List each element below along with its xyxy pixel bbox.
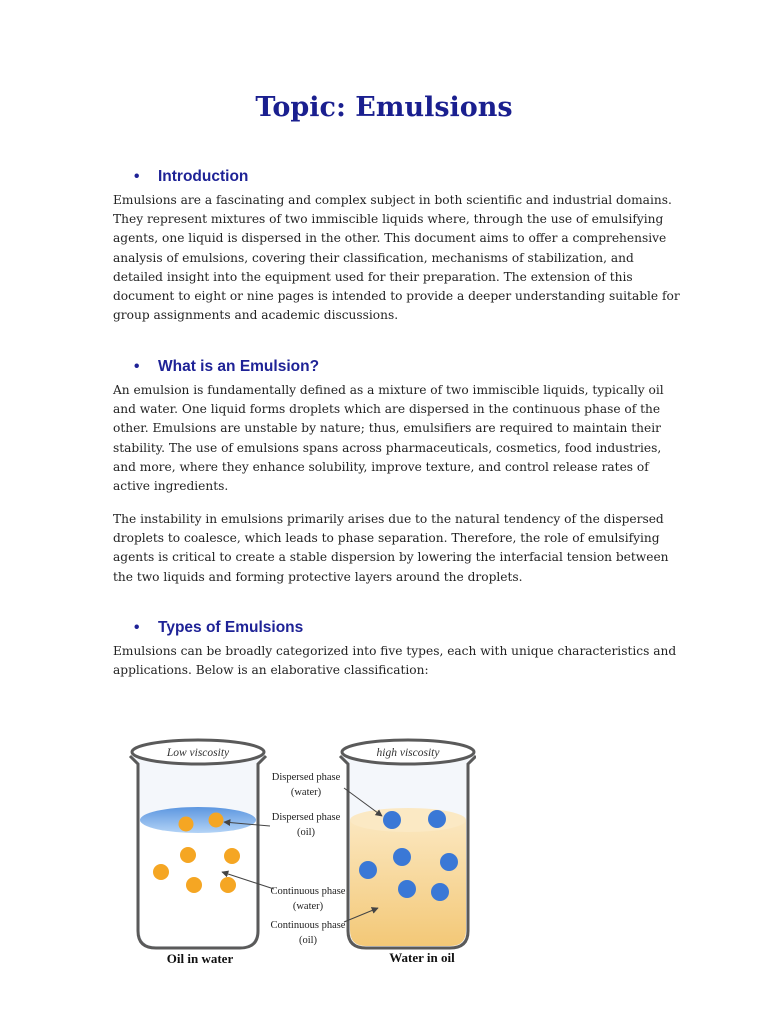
text-line: other. Emulsions are unstable by nature; thus, emulsifiers are required to maintain their bbox=[113, 421, 661, 436]
text-line: analysis of emulsions, covering their classification, mechanisms of stabilization, and bbox=[113, 250, 634, 265]
text-line: They represent mixtures of two immiscible liquids where, through the use of emulsifying bbox=[113, 212, 664, 227]
paragraph-introduction bbox=[113, 191, 680, 325]
text-line: agents, one liquid is dispersed in the other. This document aims to offer a comprehensive bbox=[113, 231, 667, 246]
oil-droplet bbox=[224, 848, 240, 864]
water-droplet bbox=[393, 848, 411, 866]
label-dispersed-oil: Dispersed phase bbox=[271, 812, 341, 823]
oil-droplet bbox=[209, 813, 224, 828]
oil-droplet bbox=[179, 817, 194, 832]
page-title: Topic: Emulsions bbox=[255, 92, 513, 123]
water-droplet bbox=[431, 883, 449, 901]
water-droplet bbox=[359, 861, 377, 879]
text-line: The instability in emulsions primarily arises due to the natural tendency of the dispersed bbox=[113, 512, 664, 526]
emulsion-figure bbox=[116, 726, 476, 976]
left-beaker bbox=[130, 740, 266, 948]
paragraph-definition bbox=[113, 381, 664, 496]
label-dispersed-oil-sub: (oil) bbox=[296, 827, 316, 838]
section-heading-text: What is an Emulsion? bbox=[158, 358, 320, 375]
water-droplet bbox=[440, 853, 458, 871]
text-line: Emulsions are a fascinating and complex subject in both scientific and industrial domains. bbox=[113, 193, 672, 207]
text-line: agents is critical to create a stable dispersion by lowering the interfacial tension between bbox=[113, 550, 669, 565]
right-beaker bbox=[340, 740, 476, 948]
bullet-icon: • bbox=[134, 168, 140, 185]
text-line: document to eight or nine pages is intended to provide a deeper understanding suitable for bbox=[113, 289, 680, 304]
caption-oil-in-water: Oil in water bbox=[166, 951, 234, 966]
section-heading-text: Types of Emulsions bbox=[158, 619, 304, 636]
bullet-icon: • bbox=[134, 358, 140, 375]
text-line: active ingredients. bbox=[113, 479, 229, 494]
left-beaker-label: Low viscosity bbox=[166, 747, 230, 759]
text-line: Emulsions can be broadly categorized into five types, each with unique characteristics and bbox=[113, 644, 677, 658]
paragraph-instability bbox=[113, 510, 669, 587]
section-heading-types-of-emulsions bbox=[134, 619, 303, 637]
label-continuous-oil-sub: (oil) bbox=[298, 935, 318, 946]
text-line: stability. The use of emulsions spans across pharmaceuticals, cosmetics, food industries, bbox=[113, 440, 662, 455]
water-droplet bbox=[383, 811, 401, 829]
water-droplet bbox=[398, 880, 416, 898]
label-continuous-water: Continuous phase bbox=[270, 886, 346, 897]
paragraph-types-intro bbox=[113, 642, 677, 680]
oil-droplet bbox=[186, 877, 202, 893]
label-dispersed-water-sub: (water) bbox=[290, 787, 322, 798]
text-line: applications. Below is an elaborative classification: bbox=[113, 663, 429, 678]
text-line: and more, where they enhance solubility, improve texture, and control release rates of bbox=[113, 459, 649, 474]
label-continuous-oil: Continuous phase bbox=[270, 920, 346, 931]
oil-droplet bbox=[180, 847, 196, 863]
text-line: group assignments and academic discussions. bbox=[113, 308, 399, 323]
oil-droplet bbox=[220, 877, 236, 893]
phase-labels bbox=[271, 772, 346, 946]
text-line: and water. One liquid forms droplets which are dispersed in the continuous phase of the bbox=[113, 402, 661, 417]
section-heading-introduction bbox=[134, 168, 248, 186]
water-droplet bbox=[428, 810, 446, 828]
caption-water-in-oil: Water in oil bbox=[389, 950, 455, 965]
text-line: the two liquids and forming protective layers around the droplets. bbox=[113, 569, 523, 584]
section-heading-text: Introduction bbox=[158, 168, 249, 185]
label-dispersed-water: Dispersed phase bbox=[271, 772, 341, 783]
bullet-icon: • bbox=[134, 619, 140, 636]
text-line: detailed insight into the equipment used for their preparation. The extension of this bbox=[113, 269, 633, 284]
section-heading-what-is-an-emulsion bbox=[134, 358, 319, 376]
right-beaker-label: high viscosity bbox=[376, 747, 440, 759]
oil-droplet bbox=[153, 864, 169, 880]
text-line: An emulsion is fundamentally defined as a mixture of two immiscible liquids, typically oil bbox=[113, 383, 664, 397]
text-line: droplets to coalesce, which leads to phase separation. Therefore, the role of emulsifying bbox=[113, 531, 660, 546]
label-continuous-water-sub: (water) bbox=[292, 901, 324, 912]
